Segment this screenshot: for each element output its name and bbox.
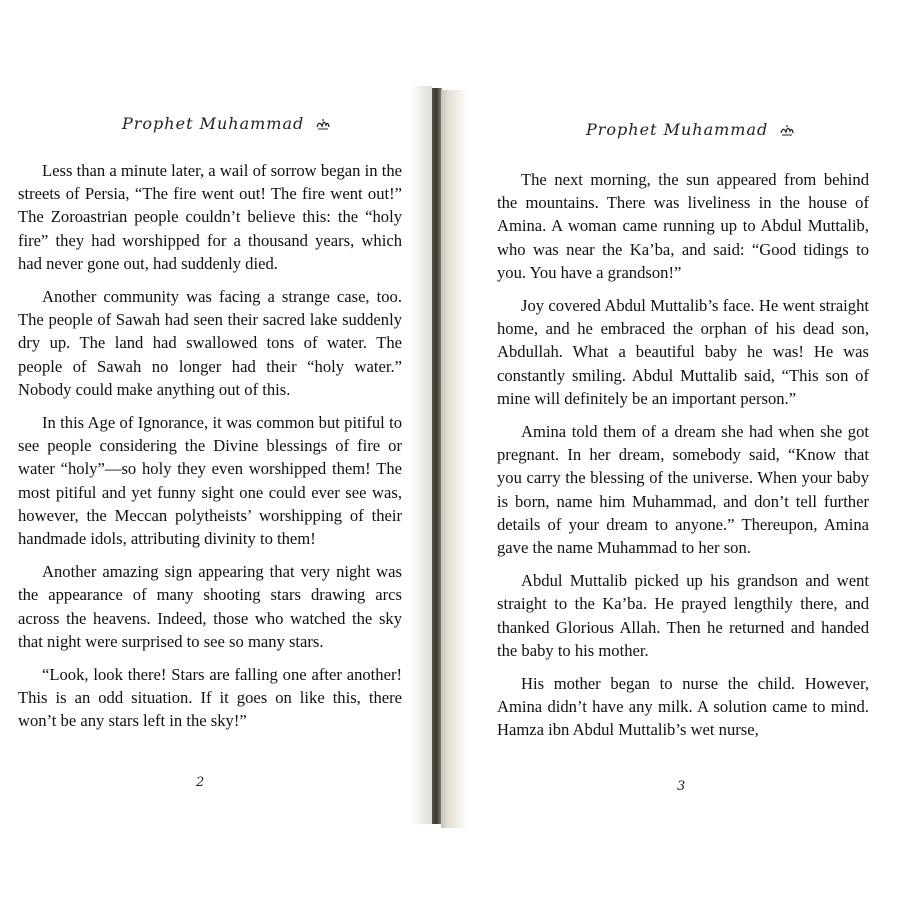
paragraph: His mother began to nurse the child. However, Amina didn’t have any milk. A solution came to mind. Hamza ibn Abdul Muttalib’s wet nurse, (497, 674, 869, 740)
running-head-left-text: Prophet Muhammad (122, 114, 305, 133)
paragraph: Amina told them of a dream she had when she got pregnant. In her dream, somebody said, “Know that you carry the blessing of the universe. When your baby is born, name him Muhammad, and don’t tell further details of your dream to anyone.” Thereupon, Amina gave the name Muhammad to her son. (497, 422, 869, 558)
page-number-right: 3 (677, 779, 686, 794)
paragraph: In this Age of Ignorance, it was common but pitiful to see people considering the Divine blessings of fire or water “holy”—so holy they even worshipped them! The most pitiful and yet funny sight one could ever see was, however, the Meccan polytheists’ worshipping of their handmade idols, attributing divinity to them! (18, 413, 402, 549)
page-number-left: 2 (196, 775, 205, 790)
running-head-left (122, 114, 330, 133)
paragraph: Another amazing sign appearing that very night was the appearance of many shooting stars drawing arcs across the heavens. Indeed, those who watched the sky that night were surprised to see so many stars. (18, 562, 402, 651)
paragraph: Less than a minute later, a wail of sorrow began in the streets of Persia, “The fire went out! The fire went out!” The Zoroastrian people couldn’t believe this: the “holy fire” they had worshipped for a thousand years, which had never gone out, had suddenly died. (18, 161, 402, 273)
salawat-calligraphy-icon (780, 124, 794, 136)
paragraph: Another community was facing a strange case, too. The people of Sawah had seen their sacred lake suddenly dry up. The land had swallowed tons of water. The people of Sawah no longer had their “holy water.” Nobody could make anything out of this. (18, 287, 402, 399)
paragraph: Joy covered Abdul Muttalib’s face. He went straight home, and he embraced the orphan of his dead son, Abdullah. What a beautiful baby he was! He was constantly smiling. Abdul Muttalib said, “This son of mine will definitely be an important person.” (497, 296, 869, 408)
running-head-right-text: Prophet Muhammad (586, 120, 769, 139)
right-page (441, 90, 886, 828)
salawat-calligraphy-icon (316, 118, 330, 130)
running-head-right (586, 120, 794, 139)
paragraph: “Look, look there! Stars are falling one after another! This is an odd situation. If it goes on like this, there won’t be any stars left in the sky!” (18, 665, 402, 731)
left-body-text (18, 159, 402, 743)
left-page (0, 86, 434, 824)
paragraph: The next morning, the sun appeared from behind the mountains. There was liveliness in the house of Amina. A woman came running up to Abdul Muttalib, who was near the Ka’ba, and said: “Good tidings to you. You have a grandson!” (497, 170, 869, 282)
paragraph: Abdul Muttalib picked up his grandson and went straight to the Ka’ba. He prayed lengthily there, and thanked Glorious Allah. Then he returned and handed the baby to his mother. (497, 571, 869, 660)
gutter-shadow (410, 86, 432, 824)
right-body-text (497, 168, 869, 752)
